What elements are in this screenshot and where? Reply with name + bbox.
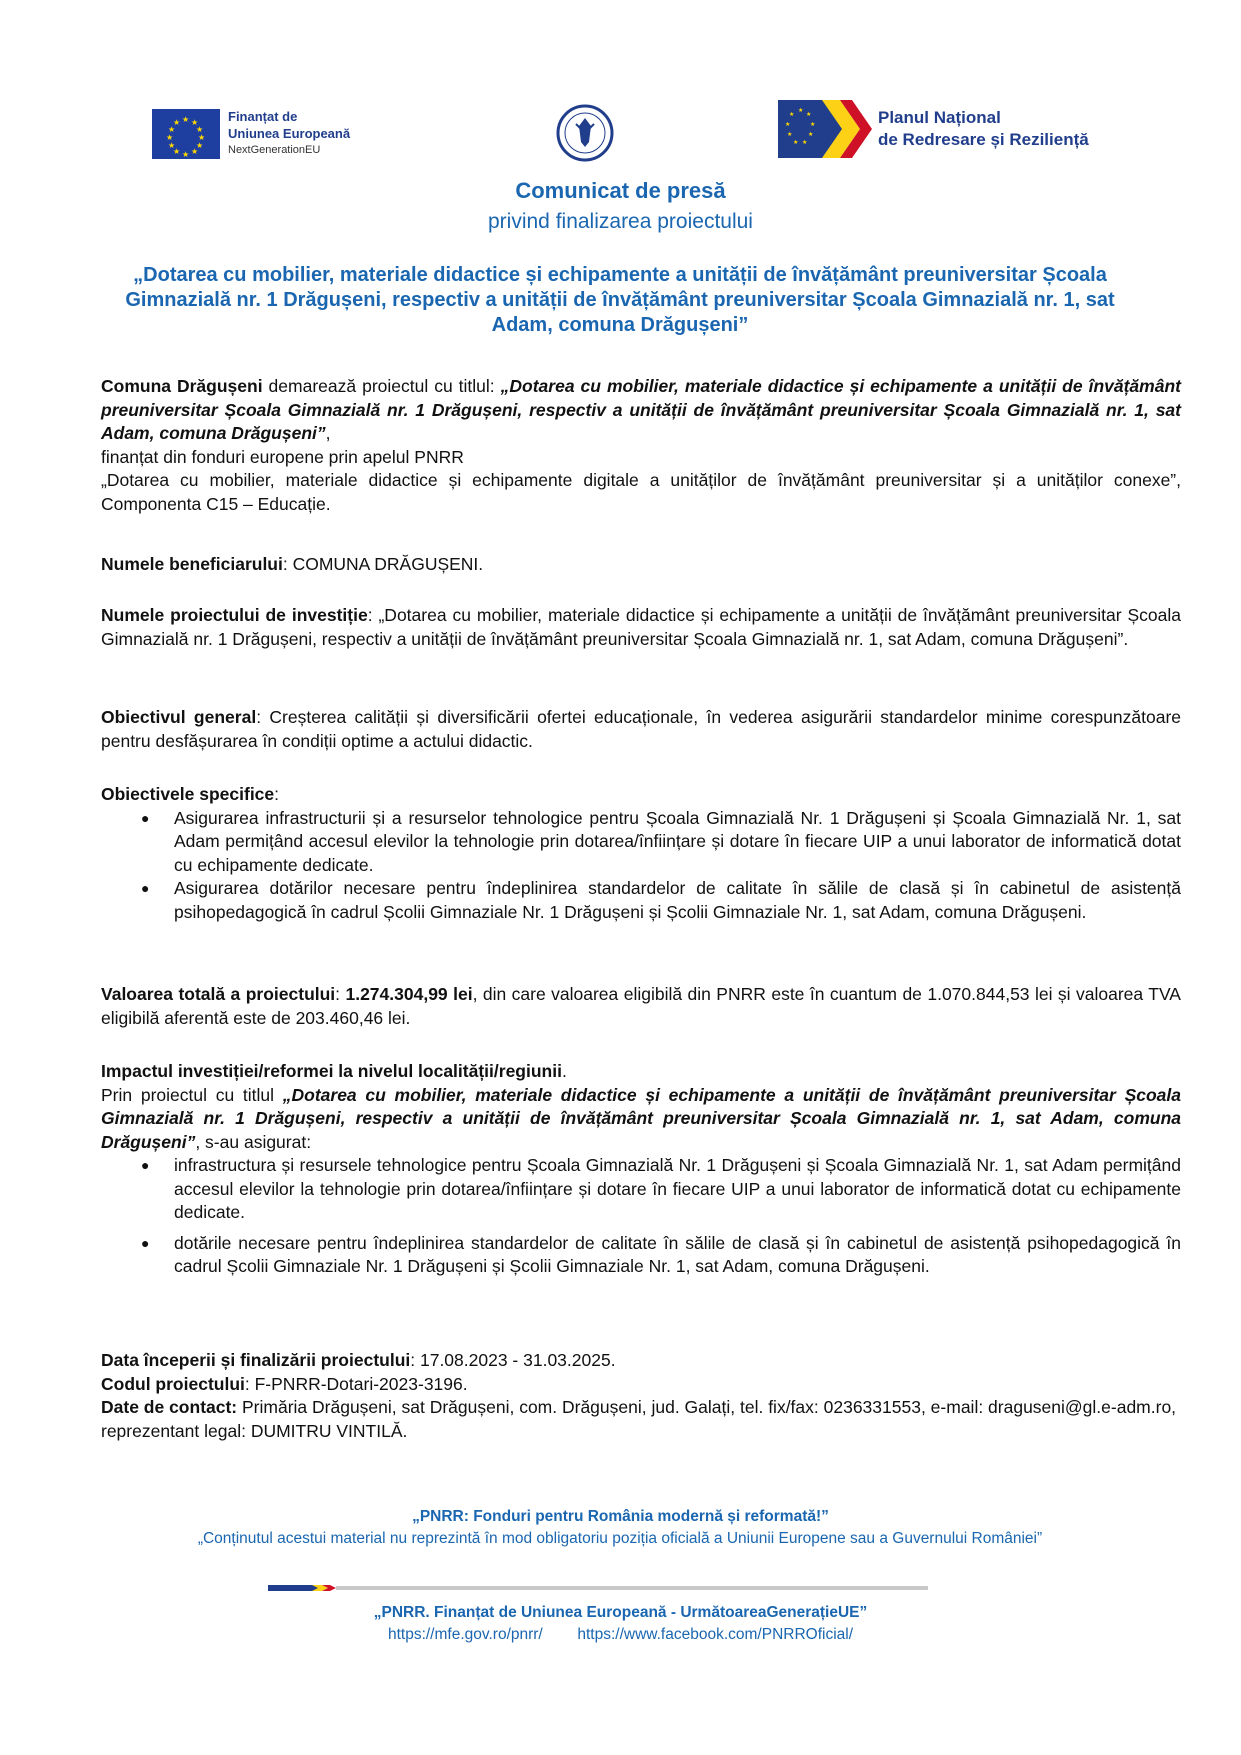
specific-objectives-colon: : xyxy=(274,784,280,804)
impact-tail: , s-au asigurat: xyxy=(195,1131,312,1152)
value-rest: , din care valoarea eligibilă din PNRR este în cuantum de 1.070.844,53 lei și valoarea TVA eligibilă aferentă este de 203.460,46 lei. xyxy=(101,984,1181,1028)
svg-text:★: ★ xyxy=(806,112,812,118)
eu-flag-icon: ★ ★ ★ ★ ★ ★ ★ ★ ★ ★ ★ ★ xyxy=(152,109,220,159)
footer-links xyxy=(0,1625,1241,1645)
project-details-section xyxy=(101,1349,1181,1443)
value-colon: : xyxy=(335,984,346,1004)
impact-dot: . xyxy=(561,1061,567,1081)
svg-text:★: ★ xyxy=(798,108,804,114)
eu-funding-logo xyxy=(152,108,350,159)
impact-section xyxy=(101,1060,1181,1279)
general-objective-value: : Creșterea calității și diversificării ofertei educaționale, în vederea asigurării standardelor minime corespunzătoare pentru desfășurarea în condiții optime a actului didactic. xyxy=(101,707,1182,751)
list-item: ● Asigurarea infrastructurii și a resurselor tehnologice pentru Școala Gimnazială Nr. 1 Drăgușeni și Școala Gimnazială Nr. 1, sat Adam permițând accesul elevilor la tehnologie prin dotarea/înființare și dotare în fiecare UIP a unui laborator de informatică dotat cu echipamente dedicate. xyxy=(141,807,1181,875)
footer-divider xyxy=(268,1584,928,1592)
beneficiary-value: : COMUNA DRĂGUȘENI. xyxy=(282,554,484,574)
contact-label: Date de contact: xyxy=(101,1397,238,1417)
government-seal-icon xyxy=(556,102,614,164)
footer-link-mfe[interactable]: https://mfe.gov.ro/pnrr/ xyxy=(387,1626,543,1643)
value-label: Valoarea totală a proiectului xyxy=(101,984,336,1004)
svg-text:★: ★ xyxy=(787,132,793,138)
svg-text:★: ★ xyxy=(789,112,795,118)
specific-objective-2: Asigurarea dotărilor necesare pentru îndeplinirea standardelor de calitate în sălile de clasă și în cabinetul de asistență psihopedagogică în cadrul Școlii Gimnaziale Nr. 1 Drăgușeni și Școlii Gimnaziale Nr. 1, sat Adam, comuna Drăgușeni. xyxy=(174,878,1181,922)
intro-section xyxy=(101,375,1181,516)
eu-logo-line2: Uniunea Europeană xyxy=(228,126,351,141)
specific-objective-1: Asigurarea infrastructurii și a resurselor tehnologice pentru Școala Gimnazială Nr. 1 Drăgușeni și Școala Gimnazială Nr. 1, sat Adam permițând accesul elevilor la tehnologie prin dotarea/înființare și dotare în fiecare UIP a unui laborator de informatică dotat cu echipamente dedicate. xyxy=(174,807,1181,875)
intro-funding-line: finanțat din fonduri europene prin apelul PNRR xyxy=(101,446,464,467)
general-objective-section xyxy=(101,706,1181,753)
intro-project-title: „Dotarea cu mobilier, materiale didactice și echipamente a unității de învățământ preuniversitar Școala Gimnazială nr. 1 Drăgușeni, respectiv a unității de învățământ preuniversitar Școala Gimnazială nr. 1, sat Adam, comuna Drăgușeni” xyxy=(101,376,1181,443)
svg-text:★: ★ xyxy=(802,140,808,146)
footer-link-facebook[interactable]: https://www.facebook.com/PNRROficial/ xyxy=(577,1626,854,1643)
beneficiary-section xyxy=(101,553,1181,577)
investment-section xyxy=(101,604,1181,651)
pnrr-logo-line2: de Redresare și Reziliență xyxy=(878,130,1089,149)
impact-label: Impactul investiției/reformei la nivelul localității/regiunii xyxy=(101,1061,562,1081)
svg-text:★: ★ xyxy=(808,132,814,138)
intro-call-line: „Dotarea cu mobilier, materiale didactice și echipamente digitale a unităților de învățământ preuniversitar și a unităților conexe”, Componenta C15 – Educație. xyxy=(101,470,1181,514)
investment-value: : „Dotarea cu mobilier, materiale didactice și echipamente a unității de învățământ preuniversitar Școala Gimnazială nr. 1 Drăgușeni, respectiv a unității de învățământ preuniversitar Școala Gimnazială nr. 1, sat Adam, comuna Drăgușeni”. xyxy=(101,605,1181,649)
impact-lead: Prin proiectul cu titlul xyxy=(101,1084,283,1105)
value-section xyxy=(101,983,1181,1030)
svg-text:★: ★ xyxy=(793,140,799,146)
footer-funding: „PNRR. Finanțat de Uniunea Europeană - UrmătoareaGenerațieUE” xyxy=(373,1604,868,1621)
dates-label: Data începerii și finalizării proiectului xyxy=(101,1350,411,1370)
list-item: ● Asigurarea dotărilor necesare pentru îndeplinirea standardelor de calitate în sălile de clasă și în cabinetul de asistență psihopedagogică în cadrul Școlii Gimnaziale Nr. 1 Drăgușeni și Școlii Gimnaziale Nr. 1, sat Adam, comuna Drăgușeni. xyxy=(141,878,1181,922)
page-title: Comunicat de presă xyxy=(515,178,726,203)
impact-project-title: „Dotarea cu mobilier, materiale didactice și echipamente a unității de învățământ preuniversitar Școala Gimnazială nr. 1 Drăgușeni, respectiv a unității de învățământ preuniversitar Școala Gimnazială nr. 1, sat Adam, comuna Drăgușeni” xyxy=(101,1084,1181,1152)
intro-text: demarează proiectul cu titlul: xyxy=(262,376,501,396)
intro-paragraph xyxy=(101,375,1181,446)
code-value: : F-PNRR-Dotari-2023-3196. xyxy=(244,1373,468,1394)
intro-lead: Comuna Drăgușeni xyxy=(101,376,263,396)
dates-value: : 17.08.2023 - 31.03.2025. xyxy=(410,1350,616,1370)
value-amount: 1.274.304,99 lei xyxy=(345,984,473,1004)
footer-disclaimer: „Conținutul acestui material nu reprezintă în mod obligatoriu poziția oficială a Uniunii Europene sau a Guvernului României” xyxy=(197,1530,1043,1547)
specific-objectives-label: Obiectivele specifice xyxy=(101,784,275,804)
list-item: ● dotările necesare pentru îndeplinirea standardelor de calitate în sălile de clasă și în cabinetul de asistență psihopedagogică în cadrul Școlii Gimnaziale Nr. 1 Drăgușeni și Școlii Gimnaziale Nr. 1, sat Adam, comuna Drăgușeni. xyxy=(141,1232,1181,1276)
code-label: Codul proiectului xyxy=(101,1373,245,1394)
eu-logo-line3: NextGenerationEU xyxy=(228,144,321,156)
footer-slogan: „PNRR: Fonduri pentru România modernă și reformată!” xyxy=(412,1508,829,1525)
specific-objectives-section xyxy=(101,783,1181,924)
impact-item-1: infrastructura și resursele tehnologice pentru Școala Gimnazială Nr. 1 Drăgușeni și Școala Gimnazială Nr. 1, sat Adam permițând accesul elevilor la tehnologie prin dotarea/înființare și dotare în fiecare UIP a unui laborator de informatică dotat cu echipamente dedicate. xyxy=(174,1155,1181,1222)
svg-text:★: ★ xyxy=(810,122,816,128)
investment-label: Numele proiectului de investiție xyxy=(101,605,368,625)
project-title: „Dotarea cu mobilier, materiale didactice și echipamente a unității de învățământ preuniversitar Școala Gimnazială nr. 1 Drăgușeni, respectiv a unității de învățământ preuniversitar Școala Gimnazială nr. 1, sat Adam, comuna Drăgușeni” xyxy=(125,264,1115,336)
beneficiary-label: Numele beneficiarului xyxy=(101,554,283,574)
page-subtitle: privind finalizarea proiectului xyxy=(488,210,753,233)
intro-comma: , xyxy=(325,423,331,443)
pnrr-logo xyxy=(778,100,1089,158)
pnrr-logo-line1: Planul Național xyxy=(878,108,1001,127)
pnrr-arrows-icon xyxy=(778,100,872,158)
svg-text:★: ★ xyxy=(785,122,791,128)
list-item: ● infrastructura și resursele tehnologice pentru Școala Gimnazială Nr. 1 Drăgușeni și Școala Gimnazială Nr. 1, sat Adam permițând accesul elevilor la tehnologie prin dotarea/înființare și dotare în fiecare UIP a unui laborator de informatică dotat cu echipamente dedicate. xyxy=(141,1155,1181,1222)
impact-item-2: dotările necesare pentru îndeplinirea standardelor de calitate în sălile de clasă și în cabinetul de asistență psihopedagogică în cadrul Școlii Gimnaziale Nr. 1 Drăgușeni și Școlii Gimnaziale Nr. 1, sat Adam, comuna Drăgușeni. xyxy=(174,1232,1181,1276)
eu-logo-line1: Finanțat de xyxy=(228,109,298,124)
general-objective-label: Obiectivul general xyxy=(101,707,257,727)
contact-value: Primăria Drăgușeni, sat Drăgușeni, com. Drăgușeni, jud. Galați, tel. fix/fax: 0236331553, e-mail: draguseni@gl.e-adm.ro, reprezentant legal: DUMITRU VINTILĂ. xyxy=(101,1397,1177,1441)
